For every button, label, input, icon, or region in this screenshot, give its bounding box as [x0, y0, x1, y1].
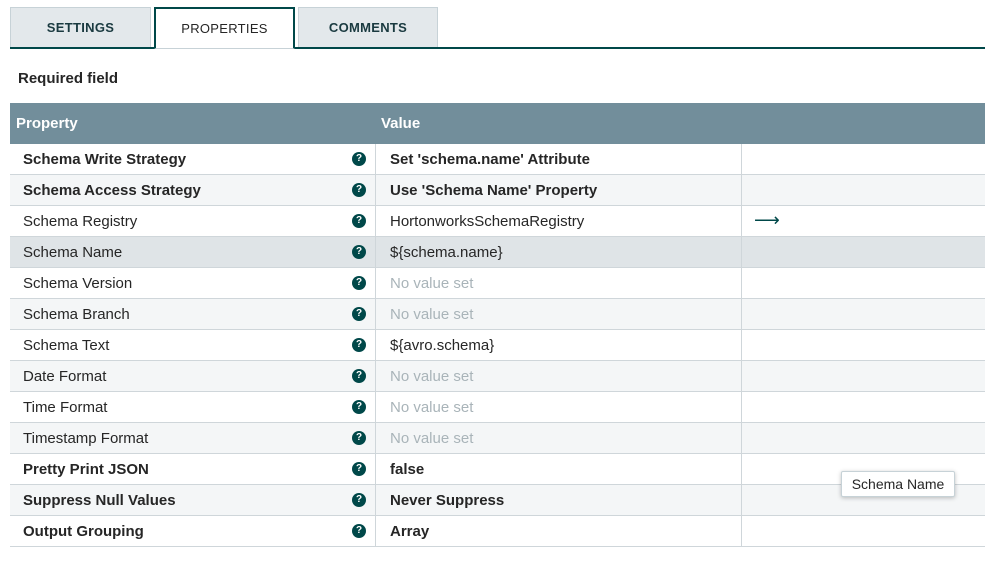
- property-value: Array: [390, 523, 430, 540]
- table-header: [10, 103, 985, 144]
- table-body: [10, 144, 985, 547]
- property-value: ${schema.name}: [390, 244, 503, 261]
- property-name-cell: [10, 516, 376, 546]
- property-name: Schema Version: [23, 275, 133, 292]
- help-icon[interactable]: ?: [352, 400, 366, 414]
- table-row[interactable]: [10, 485, 985, 516]
- property-actions-cell: [742, 330, 985, 360]
- property-value-cell[interactable]: [376, 423, 742, 453]
- tab-comments[interactable]: COMMENTS: [298, 7, 438, 47]
- property-actions-cell: [742, 392, 985, 422]
- help-icon[interactable]: ?: [352, 338, 366, 352]
- property-name-cell: [10, 206, 376, 236]
- property-name: Time Format: [23, 399, 108, 416]
- property-actions-cell: [742, 299, 985, 329]
- help-icon[interactable]: ?: [352, 245, 366, 259]
- tab-bar: [10, 0, 985, 49]
- help-icon[interactable]: ?: [352, 493, 366, 507]
- property-actions-cell: [742, 237, 985, 267]
- property-value-cell[interactable]: [376, 454, 742, 484]
- help-icon[interactable]: ?: [352, 152, 366, 166]
- property-value: No value set: [390, 275, 474, 292]
- help-icon[interactable]: ?: [352, 276, 366, 290]
- property-name-cell: [10, 175, 376, 205]
- property-name-cell: [10, 423, 376, 453]
- property-value-cell[interactable]: [376, 144, 742, 174]
- property-value-cell[interactable]: [376, 299, 742, 329]
- property-name-cell: [10, 392, 376, 422]
- property-name: Schema Branch: [23, 306, 130, 323]
- required-field-label: Required field: [18, 70, 119, 87]
- property-actions-cell: [742, 516, 985, 546]
- property-name: Schema Write Strategy: [23, 151, 187, 168]
- property-actions-cell: [742, 175, 985, 205]
- help-icon[interactable]: ?: [352, 369, 366, 383]
- property-name: Output Grouping: [23, 523, 144, 540]
- help-icon[interactable]: ?: [352, 307, 366, 321]
- property-actions-cell: [742, 361, 985, 391]
- tooltip: Schema Name: [841, 471, 955, 497]
- property-value-cell[interactable]: [376, 485, 742, 515]
- property-value: Use 'Schema Name' Property: [390, 182, 598, 199]
- property-name-cell: [10, 299, 376, 329]
- property-value: Set 'schema.name' Attribute: [390, 151, 590, 168]
- table-row[interactable]: [10, 516, 985, 547]
- property-actions-cell: [742, 206, 985, 236]
- property-name-cell: [10, 330, 376, 360]
- table-row[interactable]: [10, 299, 985, 330]
- column-header-value[interactable]: Value: [381, 115, 421, 132]
- property-value: HortonworksSchemaRegistry: [390, 213, 585, 230]
- table-row[interactable]: [10, 206, 985, 237]
- table-row[interactable]: [10, 361, 985, 392]
- table-row[interactable]: [10, 392, 985, 423]
- property-name: Pretty Print JSON: [23, 461, 149, 478]
- table-row[interactable]: [10, 454, 985, 485]
- property-name-cell: [10, 485, 376, 515]
- property-name: Schema Text: [23, 337, 110, 354]
- help-icon[interactable]: ?: [352, 183, 366, 197]
- property-name: Schema Registry: [23, 213, 138, 230]
- tab-settings[interactable]: SETTINGS: [10, 7, 151, 47]
- properties-table: [10, 103, 985, 547]
- property-name-cell: [10, 454, 376, 484]
- property-value-cell[interactable]: [376, 361, 742, 391]
- property-value: ${avro.schema}: [390, 337, 495, 354]
- property-name: Timestamp Format: [23, 430, 149, 447]
- property-value-cell[interactable]: [376, 237, 742, 267]
- property-name: Date Format: [23, 368, 107, 385]
- help-icon[interactable]: ?: [352, 431, 366, 445]
- property-name-cell: [10, 144, 376, 174]
- help-icon[interactable]: ?: [352, 214, 366, 228]
- table-row[interactable]: [10, 423, 985, 454]
- tab-properties[interactable]: PROPERTIES: [154, 7, 295, 49]
- property-value-cell[interactable]: [376, 268, 742, 298]
- property-value-cell[interactable]: [376, 516, 742, 546]
- property-name-cell: [10, 237, 376, 267]
- table-row[interactable]: [10, 144, 985, 175]
- table-row[interactable]: [10, 175, 985, 206]
- property-actions-cell: [742, 268, 985, 298]
- go-to-arrow-icon[interactable]: ⟶: [754, 210, 780, 230]
- table-row[interactable]: [10, 330, 985, 361]
- property-value: No value set: [390, 399, 474, 416]
- table-row[interactable]: [10, 268, 985, 299]
- property-actions-cell: [742, 423, 985, 453]
- property-value-cell[interactable]: [376, 206, 742, 236]
- help-icon[interactable]: ?: [352, 462, 366, 476]
- help-icon[interactable]: ?: [352, 524, 366, 538]
- table-row[interactable]: [10, 237, 985, 268]
- column-header-property[interactable]: Property: [16, 115, 78, 132]
- property-value-cell[interactable]: [376, 175, 742, 205]
- property-name: Schema Access Strategy: [23, 182, 201, 199]
- property-value-cell[interactable]: [376, 392, 742, 422]
- property-value: Never Suppress: [390, 492, 505, 509]
- property-value: false: [390, 461, 425, 478]
- property-value: No value set: [390, 306, 474, 323]
- property-name: Schema Name: [23, 244, 123, 261]
- property-name-cell: [10, 268, 376, 298]
- property-name: Suppress Null Values: [23, 492, 176, 509]
- property-value-cell[interactable]: [376, 330, 742, 360]
- property-actions-cell: [742, 144, 985, 174]
- property-name-cell: [10, 361, 376, 391]
- property-value: No value set: [390, 368, 474, 385]
- property-value: No value set: [390, 430, 474, 447]
